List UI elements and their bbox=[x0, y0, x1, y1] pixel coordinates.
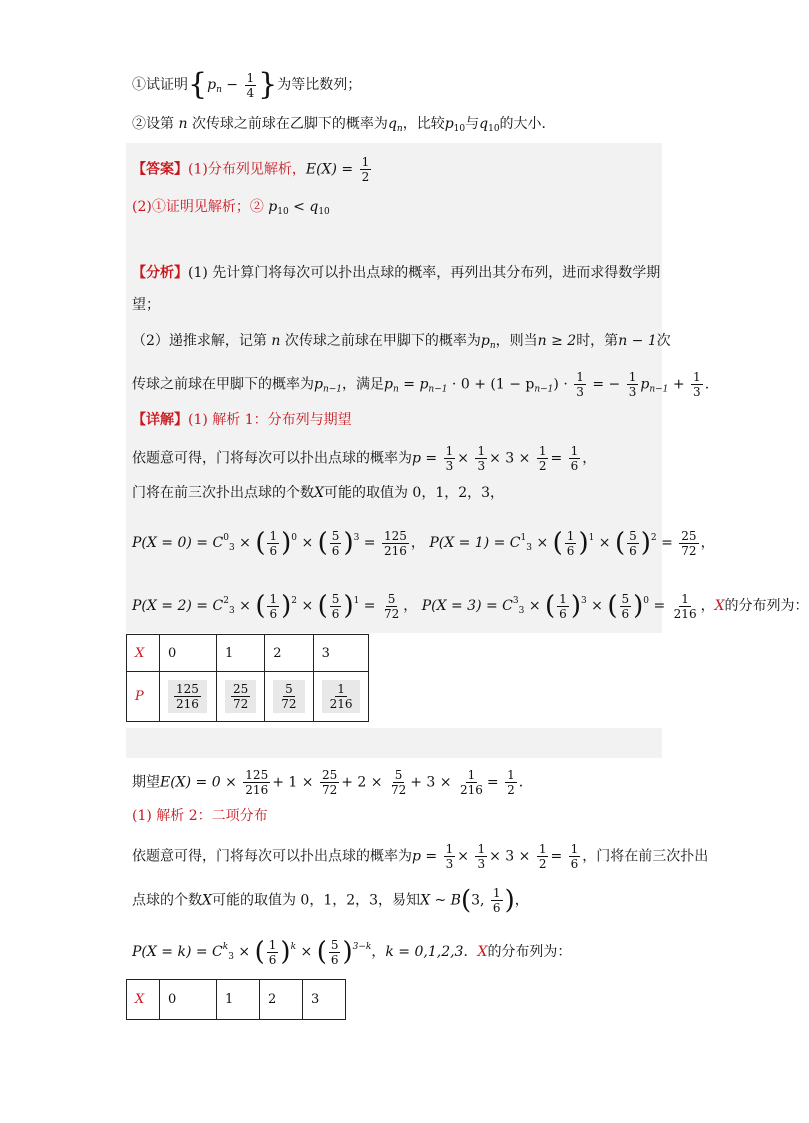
expectation-line: 期望E(X) = 0 × $\frac{125}{216}$ + 1 × $\frac{25}{72}$ + 2 × $\frac{5}{72}$ + 3 × $\frac{1}{216}$ = $\frac{1}{2}$ ． bbox=[132, 768, 533, 797]
detail-line-1: 依题意可得，门将每次可以扑出点球的概率为p = $\frac{1}{3}$ × $\frac{1}{3}$ × 3 × $\frac{1}{2}$ = $\frac{1}{6}$ ， bbox=[132, 444, 597, 473]
distribution-table-1 bbox=[126, 634, 369, 722]
table-header-x: X bbox=[127, 980, 160, 1020]
method2-line-1: 依题意可得，门将每次可以扑出点球的概率为p = $\frac{1}{3}$ × $\frac{1}{3}$ × 3 × $\frac{1}{2}$ = $\frac{1}{6}$ ，门将在前三次扑出 bbox=[132, 842, 709, 871]
fraction: $\frac{1}{4}$ bbox=[246, 70, 255, 100]
method2-line-3: $P(X = k) = C^k_3$ × ( $\frac{1}{6}$ )$^k$ × ( $\frac{5}{6}$ )$^{3-k}$，k = 0,1,2,3．X的分布列为： bbox=[132, 937, 572, 967]
question-2: ②设第 n 次传球之前球在乙脚下的概率为$q_n$，比较$p_{10}$与$q_{10}$的大小． bbox=[132, 116, 556, 134]
analysis-line-4: 传球之前球在甲脚下的概率为$p_{n-1}$，满足$p_n = p_{n-1} \cdot 0 + (1 - p_{n-1})$ · $\frac{1}{3}$ = − $\frac{1}{3}$ $p_{n-1}$ + $\frac{1}{3}$ . bbox=[132, 370, 710, 399]
analysis-line-3: （2）递推求解，记第 n 次传球之前球在甲脚下的概率为$p_n$，则当n ≥ 2时，第n − 1次 bbox=[132, 333, 671, 351]
question-1: ①试证明{$p_n$ − $\frac{1}{4}$ }为等比数列； bbox=[132, 67, 362, 102]
table-header-p: P bbox=[127, 672, 160, 722]
table-row bbox=[127, 635, 369, 672]
detail-line-2: 门将在前三次扑出点球的个数X可能的取值为 0，1，2，3， bbox=[132, 485, 505, 501]
table-row bbox=[127, 672, 369, 722]
table-cell: 3 bbox=[313, 635, 369, 672]
detail-title: 【详解】(1) 解析 1：分布列与期望 bbox=[132, 412, 352, 428]
table-cell: 3 bbox=[303, 980, 346, 1020]
table-cell: 0 bbox=[160, 635, 217, 672]
table-cell: $\frac{125}{216}$ bbox=[160, 672, 217, 722]
answer-line-2: (2)①证明见解析；② $p_{10} < q_{10}$ bbox=[132, 199, 330, 217]
table-cell: 1 bbox=[217, 635, 265, 672]
table-cell: 2 bbox=[265, 635, 313, 672]
method2-line-2: 点球的个数X可能的取值为 0，1，2，3，易知X ~ B(3, $\frac{1}{6}$ )， bbox=[132, 885, 529, 916]
table-cell: 1 bbox=[217, 980, 260, 1020]
analysis-line-1: 【分析】(1) 先计算门将每次可以扑出点球的概率，再列出其分布列，进而求得数学期 bbox=[132, 265, 661, 281]
table-cell: 2 bbox=[260, 980, 303, 1020]
prob-x0-x1: $P(X = 0) = C^0_3$ × ( $\frac{1}{6}$ )$^0$ × ( $\frac{5}{6}$ )$^3$ = $\frac{125}{216}$ ， $P(X = 1) = C^1_3$ × ( $\frac{1}{6}$ )$^1$ × ( $\frac{5}{6}$ )$^2$ = $\frac{25}{72}$ ， bbox=[132, 528, 715, 558]
shade-strip bbox=[126, 728, 662, 758]
table-cell: $\frac{25}{72}$ bbox=[217, 672, 265, 722]
distribution-table-2 bbox=[126, 979, 346, 1020]
method2-title: (1) 解析 2：二项分布 bbox=[132, 808, 268, 824]
table-cell: 0 bbox=[160, 980, 217, 1020]
table-cell: $\frac{1}{216}$ bbox=[313, 672, 369, 722]
table-cell: $\frac{5}{72}$ bbox=[265, 672, 313, 722]
answer-line-1: 【答案】(1)分布列见解析，E(X) = $\frac{1}{2}$ bbox=[132, 155, 370, 184]
table-row bbox=[127, 980, 346, 1020]
analysis-line-2: 望； bbox=[132, 297, 160, 313]
table-header-x: X bbox=[127, 635, 160, 672]
prob-x2-x3: $P(X = 2) = C^2_3$ × ( $\frac{1}{6}$ )$^2$ × ( $\frac{5}{6}$ )$^1$ = $\frac{5}{72}$ ， $P(X = 3) = C^3_3$ × ( $\frac{1}{6}$ )$^3$ × ( $\frac{5}{6}$ )$^0$ = $\frac{1}{216}$ ，X的分布列为： bbox=[132, 591, 809, 621]
